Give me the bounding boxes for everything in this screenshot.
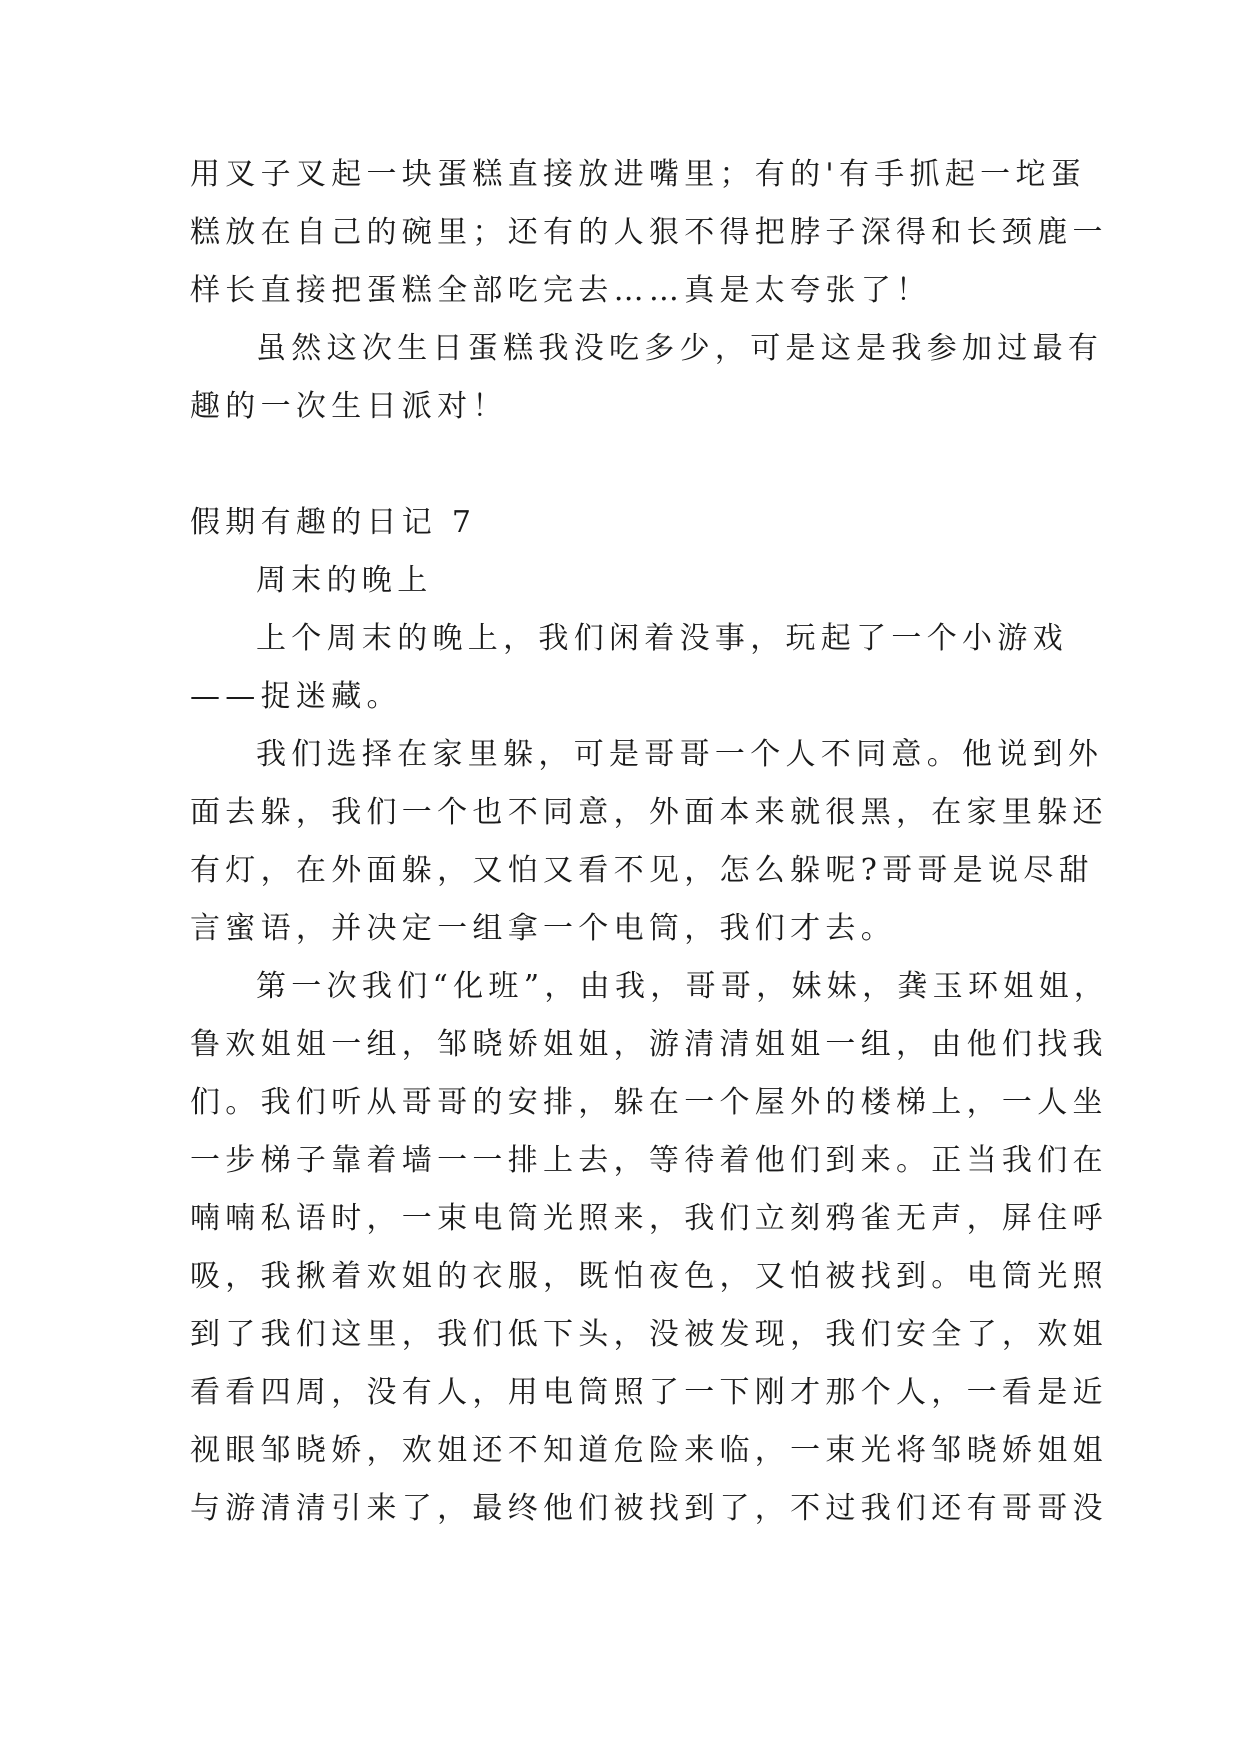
text-line: 用叉子叉起一块蛋糕直接放进嘴里；有的'有手抓起一坨蛋 — [190, 157, 1087, 192]
section-heading: 假期有趣的日记 7 — [190, 505, 477, 540]
text-line: 鲁欢姐姐一组，邹晓娇姐姐，游清清姐姐一组，由他们找我 — [190, 1027, 1108, 1062]
text-line: 一步梯子靠着墙一一排上去，等待着他们到来。正当我们在 — [190, 1143, 1108, 1178]
text-line: 糕放在自己的碗里；还有的人狠不得把脖子深得和长颈鹿一 — [190, 215, 1108, 250]
text-line: 第一次我们“化班”，由我，哥哥，妹妹，龚玉环姐姐， — [256, 969, 1110, 1004]
text-line: 面去躲，我们一个也不同意，外面本来就很黑，在家里躲还 — [190, 795, 1108, 830]
text-line: 们。我们听从哥哥的安排，躲在一个屋外的楼梯上，一人坐 — [190, 1085, 1108, 1120]
text-line: 到了我们这里，我们低下头，没被发现，我们安全了，欢姐 — [190, 1317, 1108, 1352]
text-line: 我们选择在家里躲，可是哥哥一个人不同意。他说到外 — [256, 737, 1104, 772]
text-line: 上个周末的晚上，我们闲着没事，玩起了一个小游戏 — [256, 621, 1068, 656]
text-line: 言蜜语，并决定一组拿一个电筒，我们才去。 — [190, 911, 896, 946]
text-line: 喃喃私语时，一束电筒光照来，我们立刻鸦雀无声，屏住呼 — [190, 1201, 1108, 1236]
text-line: 视眼邹晓娇，欢姐还不知道危险来临，一束光将邹晓娇姐姐 — [190, 1433, 1108, 1468]
text-line: 有灯，在外面躲，又怕又看不见，怎么躲呢?哥哥是说尽甜 — [190, 853, 1094, 888]
text-line: ——捉迷藏。 — [190, 679, 402, 714]
text-line: 样长直接把蛋糕全部吃完去……真是太夸张了！ — [190, 273, 932, 308]
text-line: 趣的一次生日派对！ — [190, 389, 508, 424]
text-line: 虽然这次生日蛋糕我没吃多少，可是这是我参加过最有 — [256, 331, 1104, 366]
section-subtitle: 周末的晚上 — [256, 563, 433, 598]
text-line: 吸，我揪着欢姐的衣服，既怕夜色，又怕被找到。电筒光照 — [190, 1259, 1108, 1294]
text-line: 与游清清引来了，最终他们被找到了，不过我们还有哥哥没 — [190, 1491, 1108, 1526]
text-line: 看看四周，没有人，用电筒照了一下刚才那个人，一看是近 — [190, 1375, 1108, 1410]
